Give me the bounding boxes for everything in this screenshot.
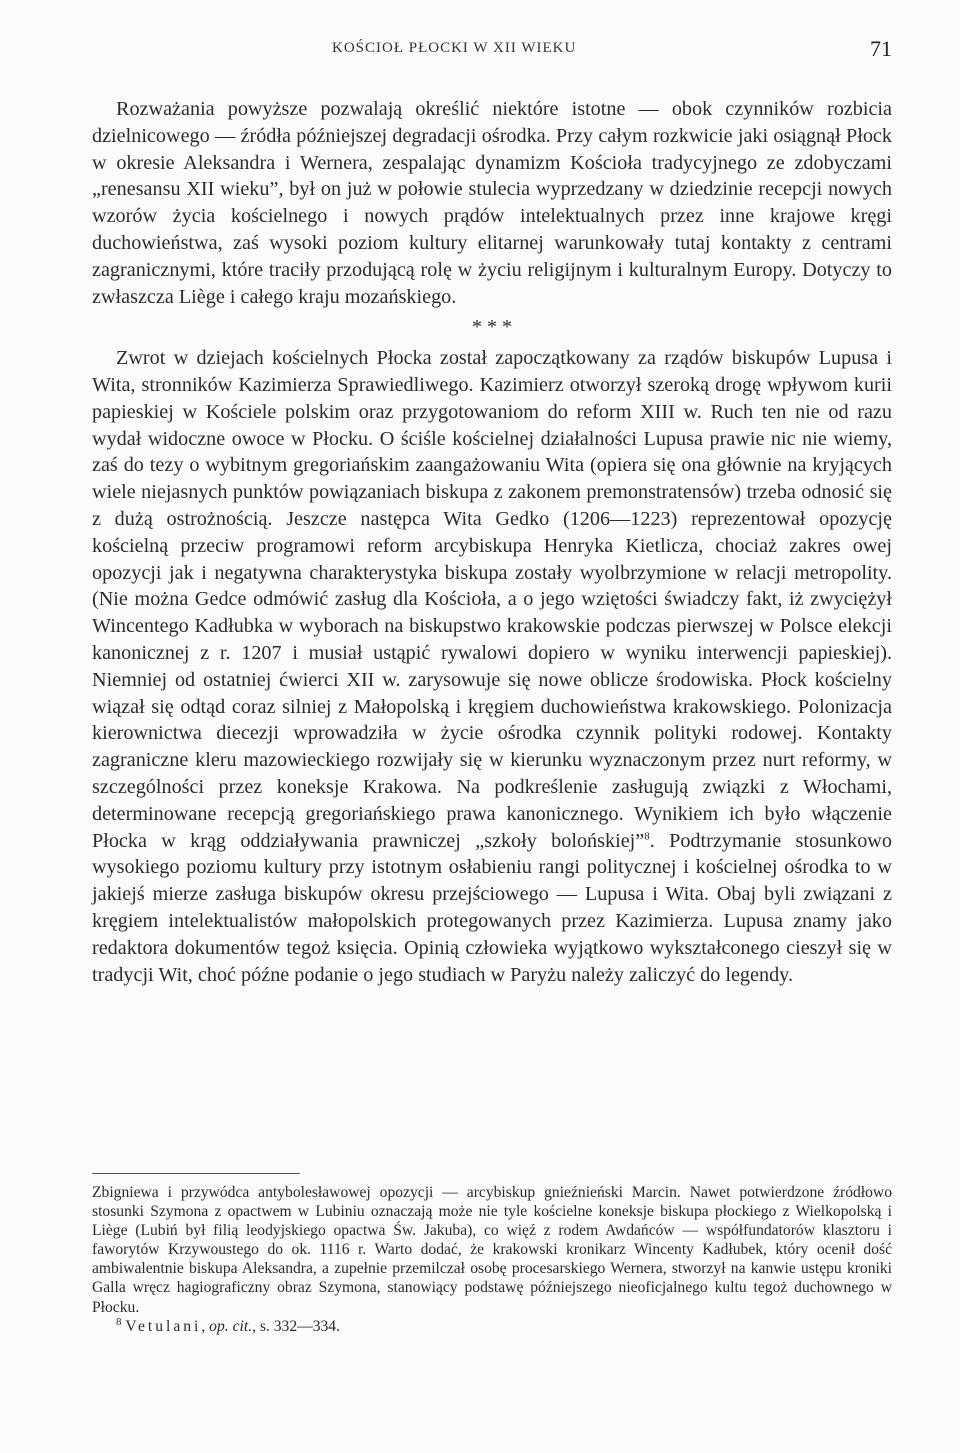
page-header: [92, 36, 892, 76]
paragraph-2-text-b: . Podtrzymanie stosunkowo wysokiego poziomu kultury przy istotnym osłabieniu rangi politycznej i kościelnej ośrodka to w jakiejś mierze zasługa biskupów okresu przejściowego — Lupusa i Wita. Obaj byli związani z kręgiem intelektualistów małopolskich protegowanych przez Kazimierza. Lupusa znamy jako redaktora dokumentów tegoż księcia. Opinią człowieka wyjątkowo wykształconego cieszył się w tradycji Wit, choć późne podanie o jego studiach w Paryżu należy zaliczyć do legendy.: [92, 829, 892, 986]
footnote-divider: [92, 1173, 300, 1174]
section-separator: * * *: [472, 316, 512, 339]
footnote-reference-8[interactable]: 8: [644, 829, 650, 842]
paragraph-2: [92, 345, 892, 988]
main-text: [92, 96, 892, 988]
footnotes: [92, 1183, 892, 1336]
footnote-8-author: Vetulani: [125, 1317, 202, 1335]
paragraph-1: Rozważania powyższe pozwalają określić niektóre istotne — obok czynników rozbicia dzielnicowego — źródła późniejszej degradacji ośrodka. Przy całym rozkwicie jaki osiągnął Płock w okresie Aleksandra i Wernera, zespalając dynamizm Kościoła tradycyjnego ze zdobyczami „renesansu XII wieku”, był on już w połowie stulecia wyprzedzany w dziedzinie recepcji nowych wzorów życia kościelnego i nowych prądów intelektualnych przez inne krajowe kręgi duchowieństwa, zaś wysoki poziom kultury elitarnej warunkowały tutaj kontakty z centrami zagranicznymi, które traciły przodującą rolę w życiu religijnym i kulturalnym Europy. Dotyczy to zwłaszcza Liège i całego kraju mozańskiego.: [92, 98, 892, 308]
page-number: 71: [870, 36, 892, 61]
footnote-8: $^8$ Vetulani, op. cit., s. 332—334.: [116, 1315, 340, 1335]
footnote-8-number: 8: [116, 1315, 122, 1328]
footnote-continued: Zbigniewa i przywódca antybolesławowej opozycji — arcybiskup gnieźnieński Marcin. Nawet potwierdzone źródłowo stosunki Szymona z opactwem w Lubiniu oznaczają może nie tyle kościelne koneksje biskupa płockiego z Wielkopolską i Liège (Lubiń był filią leodyjskiego opactwa Św. Jakuba), co więź z rodem Awdańców — współfundatorów klasztoru i faworytów Krzywoustego do ok. 1116 r. Warto dodać, że krakowski kronikarz Wincenty Kadłubek, który ocenił dość ambiwalentnie biskupa Aleksandra, a zupełnie przemilczał osobę procesarskiego Wernera, stworzył na kanwie ustępu kroniki Galla wręcz hagiograficzny obraz Szymona, stanowiący podstawę późniejszego nieoficjalnego kultu tegoż duchownego w Płocku.: [92, 1184, 892, 1316]
footnote-8-pages: , s. 332—334.: [252, 1317, 340, 1335]
footnote-8-citation: op. cit.: [209, 1317, 253, 1335]
running-title: KOŚCIOŁ PŁOCKI W XII WIEKU: [332, 40, 577, 56]
paragraph-2-text-a: Zwrot w dziejach kościelnych Płocka został zapoczątkowany za rządów biskupów Lupusa i Wita, stronników Kazimierza Sprawiedliwego. Kazimierz otworzył szeroką drogę wpływom kurii papieskiej w Kościele polskim oraz przygotowaniom do reform XIII w. Ruch ten nie od razu wydał widoczne owoce w Płocku. O ściśle kościelnej działalności Lupusa prawie nic nie wiemy, zaś do tezy o wybitnym gregoriańskim zaangażowaniu Wita (opiera się ona głównie na kryjących wiele niejasnych punktów powiązaniach biskupa z zakonem premonstratensów) trzeba odnosić się z dużą ostrożnością. Jeszcze następca Wita Gedko (1206—1223) reprezentował opozycję kościelną przeciw programowi reform arcybiskupa Henryka Kietlicza, chociaż zakres owej opozycji jak i negatywna charakterystyka biskupa zostały wyolbrzymione w relacji metropolity. (Nie można Gedce odmówić zasług dla Kościoła, a o jego wziętości świadczy fakt, iż zwyciężył Wincentego Kadłubka w wyborach na biskupstwo krakowskie podczas pierwszej w Polsce elekcji kanonicznej z r. 1207 i musiał ustąpić rywalowi dopiero w wyniku interwencji papieskiej). Niemniej od ostatniej ćwierci XII w. zarysowuje się nowe oblicze środowiska. Płock kościelny wiązał się odtąd coraz silniej z Małopolską i kręgiem duchowieństwa krakowskiego. Polonizacja kierownictwa diecezji wprowadziła w życie ośrodka czynnik polityki rodowej. Kontakty zagraniczne kleru mazowieckiego rozwijały się w kierunku wyznaczonym przez nurt reformy, w szczególności przez koneksje Krakowa. Na podkreślenie zasługują związki z Włochami, determinowane recepcją gregoriańskiego prawa kanonicznego. Wynikiem ich było włączenie Płocka w krąg oddziaływania prawniczej „szkoły bolońskiej”: [92, 347, 892, 852]
